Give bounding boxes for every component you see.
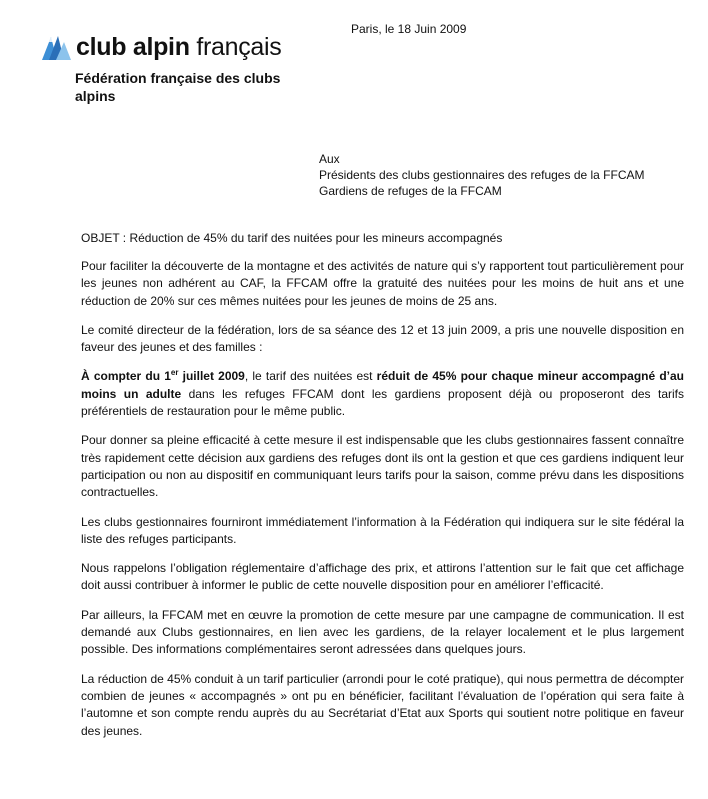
club-alpin-logo [40,30,281,64]
paragraph-text: dans les refuges FFCAM dont les gardiens proposent déjà ou proposeront des tarifs préférentiels de restauration pour le même public. [81,386,684,419]
ordinal-superscript: er [170,368,179,378]
logo-wordmark [76,32,281,62]
logo-francais-text: français [196,33,282,61]
body-paragraph: Par ailleurs, la FFCAM met en œuvre la promotion de cette mesure par une campagne de communication. Il est demandé aux Clubs gestionnaires, en lien avec les gardiens, de la relayer localement et le plus largement possible. Des informations complémentaires seront adressées dans quelques jours. [81,607,684,657]
effective-date-bold: À compter du 1 [81,369,171,384]
mountain-logo-icon [40,32,72,62]
recipients-block [319,151,645,199]
effective-date-bold-end: juillet 2009 [178,369,245,384]
body-paragraph: Le comité directeur de la fédération, lors de sa séance des 12 et 13 juin 2009, a pris une nouvelle disposition en faveur des jeunes et des familles : [81,322,684,355]
body-paragraph: Les clubs gestionnaires fourniront immédiatement l’information à la Fédération qui indiquera sur le site fédéral la liste des refuges participants. [81,514,684,546]
body-paragraph: La réduction de 45% conduit à un tarif particulier (arrondi pour le coté pratique), qui nous permettra de décompter combien de jeunes « accompagnés » ont pu en bénéficier, facilitant l’évaluation de l’opération qui sera faite à l’automne et son compte rendu auprès du au Secrétariat d’Etat aux Sports qui soutient notre politique en faveur des jeunes. [81,671,684,738]
recipient-line: Présidents des clubs gestionnaires des refuges de la FFCAM [319,168,645,182]
letter-body [81,258,684,752]
paragraph-text: , le tarif des nuitées est [244,369,377,384]
recipient-line: Aux [319,152,340,166]
letter-object: OBJET : Réduction de 45% du tarif des nuitées pour les mineurs accompagnés [81,231,503,245]
body-paragraph: Pour faciliter la découverte de la montagne et des activités de nature qui s’y rapportent tout particulièrement pour les jeunes non adhérent au CAF, la FFCAM offre la gratuité des nuitées pour les moins de huit ans et une réduction de 20% sur ces mêmes nuitées pour les jeunes de moins de 25 ans. [81,259,684,308]
body-paragraph: Nous rappelons l’obligation réglementaire d’affichage des prix, et attirons l’attention sur le fait que cet affichage doit aussi contribuer à informer le public de cette nouvelle disposition pour en améliorer l’efficacité. [81,561,684,593]
discount-bold: réduit de 45% pour chaque mineur accompagné d’au moins un adulte [81,369,684,401]
body-paragraph-highlight [81,368,684,420]
letter-date: Paris, le 18 Juin 2009 [351,22,467,36]
federation-name: Fédération française des clubs alpins [75,70,281,104]
body-paragraph: Pour donner sa pleine efficacité à cette mesure il est indispensable que les clubs gestionnaires fassent connaître très rapidement cette décision aux gardiens des refuges dont ils ont la gestion et que ces gardiens indiquent leur participation ou non au dispositif en communiquant leurs tarifs pour la saison, comme prévu dans les dispositions contractuelles. [81,433,684,500]
logo-club-text: club alpin [76,33,190,61]
recipient-line: Gardiens de refuges de la FFCAM [319,184,502,198]
